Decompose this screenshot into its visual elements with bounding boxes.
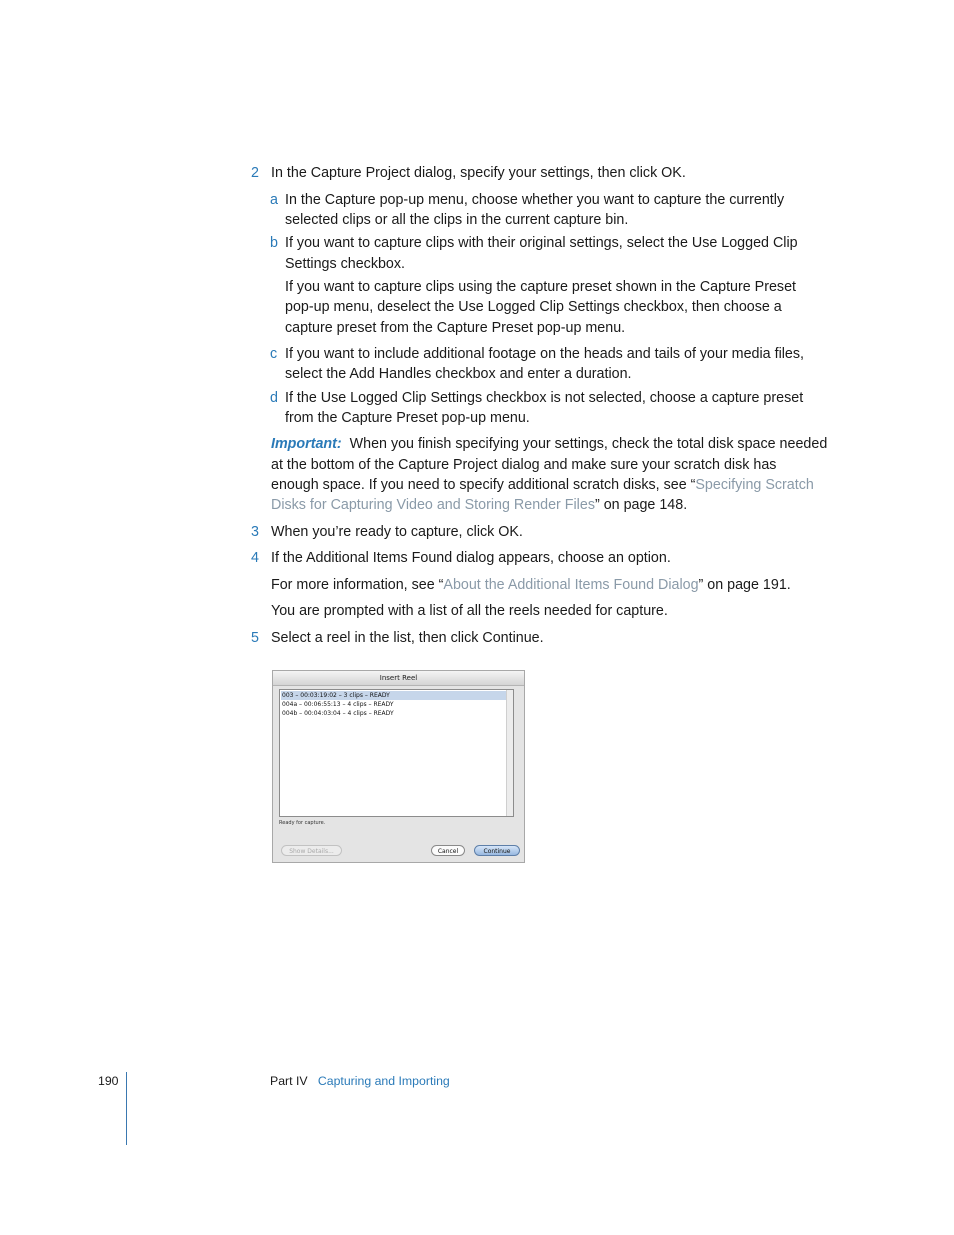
step-number: 3 <box>251 524 259 540</box>
footer-divider <box>126 1072 127 1145</box>
reel-item[interactable]: 003 – 00:03:19:02 – 3 clips – READY <box>281 691 507 700</box>
footer-section[interactable]: Capturing and Importing <box>317 1074 450 1088</box>
important-text: When you finish specifying your settings, check the total disk space needed <box>349 436 828 452</box>
more-info-text: ” on page 191. <box>698 577 791 593</box>
important-text: at the bottom of the Capture Project dialog and make sure your scratch disk has <box>271 457 777 473</box>
substep-text: If you want to capture clips with their original settings, select the Use Logged Clip <box>285 235 798 251</box>
important-line <box>271 495 687 516</box>
step-text: Select a reel in the list, then click Continue. <box>271 630 544 646</box>
step-number: 5 <box>251 630 259 646</box>
reel-item[interactable]: 004a – 00:06:55:13 – 4 clips – READY <box>282 701 394 708</box>
reel-item[interactable]: 004b – 00:04:03:04 – 4 clips – READY <box>282 710 394 717</box>
more-info-text: For more information, see “ <box>271 577 444 593</box>
scratch-disks-link[interactable]: Disks for Capturing Video and Storing Render Files <box>271 497 595 513</box>
show-details-button[interactable]: Show Details... <box>281 845 342 856</box>
continue-button[interactable]: Continue <box>474 845 520 856</box>
footer-label <box>270 1073 450 1089</box>
status-text: Ready for capture. <box>279 820 326 826</box>
insert-reel-dialog <box>272 670 525 863</box>
substep-text: Settings checkbox. <box>285 256 406 272</box>
substep-text: If you want to capture clips using the capture preset shown in the Capture Preset <box>285 279 797 295</box>
more-info <box>271 575 791 596</box>
dialog-title: Insert Reel <box>273 671 524 686</box>
page-number: 190 <box>98 1074 119 1088</box>
substep-text: If the Use Logged Clip Settings checkbox is not selected, choose a capture preset <box>285 390 804 406</box>
important-note <box>271 434 827 455</box>
substep-text: pop-up menu, deselect the Use Logged Clip Settings checkbox, then choose a <box>285 299 782 315</box>
step-number: 4 <box>251 550 259 566</box>
substep-text: from the Capture Preset pop-up menu. <box>285 410 530 426</box>
reel-list[interactable] <box>279 689 514 817</box>
important-label: Important: <box>271 436 342 452</box>
step-text: In the Capture Project dialog, specify your settings, then click OK. <box>271 165 686 181</box>
substep-letter: d <box>270 390 278 406</box>
substep-letter: b <box>270 235 278 251</box>
scratch-disks-link[interactable]: Specifying Scratch <box>695 477 814 493</box>
step-text: If the Additional Items Found dialog appears, choose an option. <box>271 550 671 566</box>
substep-text: capture preset from the Capture Preset pop-up menu. <box>285 320 626 336</box>
substep-text: If you want to include additional footage on the heads and tails of your media files, <box>285 346 804 362</box>
footer-part: Part IV <box>270 1074 308 1088</box>
substep-letter: c <box>270 346 278 362</box>
substep-text: In the Capture pop-up menu, choose whether you want to capture the currently <box>285 192 785 208</box>
step-number: 2 <box>251 165 259 181</box>
prompted-text: You are prompted with a list of all the reels needed for capture. <box>271 603 668 619</box>
cancel-button[interactable]: Cancel <box>431 845 465 856</box>
step-text: When you’re ready to capture, click OK. <box>271 524 523 540</box>
substep-text: select the Add Handles checkbox and enter a duration. <box>285 366 632 382</box>
substep-text: selected clips or all the clips in the current capture bin. <box>285 212 629 228</box>
substep-letter: a <box>270 192 278 208</box>
additional-items-link[interactable]: About the Additional Items Found Dialog <box>443 577 699 593</box>
important-line <box>271 475 814 496</box>
list-scrollbar[interactable] <box>506 690 513 816</box>
important-text: enough space. If you need to specify additional scratch disks, see “ <box>271 477 696 493</box>
important-text: ” on page 148. <box>594 497 688 513</box>
